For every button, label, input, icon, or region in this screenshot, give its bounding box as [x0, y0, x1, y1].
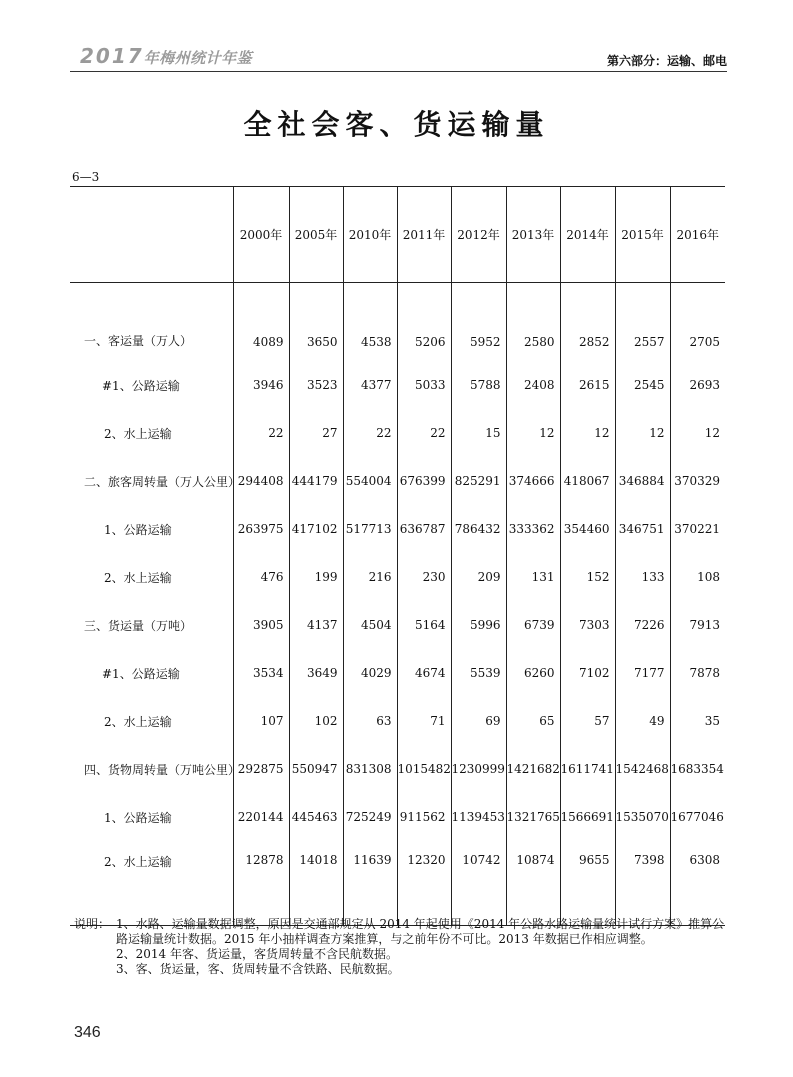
table-cell: 7303	[560, 601, 615, 649]
table-cell: 6260	[506, 649, 560, 697]
table-cell: 825291	[451, 457, 506, 505]
table-cell: 1677046	[670, 793, 725, 841]
note-item	[74, 962, 734, 977]
table-cell: 725249	[343, 793, 397, 841]
table-cell: 131	[506, 553, 560, 601]
table-cell: 517713	[343, 505, 397, 553]
table-cell: 15	[451, 409, 506, 457]
table-cell: 2408	[506, 361, 560, 409]
table-cell: 1566691	[560, 793, 615, 841]
column-header: 2014年	[560, 187, 615, 283]
table-cell: 220144	[233, 793, 289, 841]
table-cell: 3534	[233, 649, 289, 697]
yearbook-header	[80, 44, 252, 68]
header-blank-cell	[70, 187, 233, 283]
table-cell: 4377	[343, 361, 397, 409]
table-cell: 63	[343, 697, 397, 745]
table-cell: 418067	[560, 457, 615, 505]
table-cell: 476	[233, 553, 289, 601]
note-item	[74, 917, 734, 947]
table-header-row	[70, 187, 725, 283]
table-cell: 5996	[451, 601, 506, 649]
table-cell: 1535070	[615, 793, 670, 841]
note-item	[74, 947, 734, 962]
table-cell: 5539	[451, 649, 506, 697]
table-cell: 2545	[615, 361, 670, 409]
table-cell: 2557	[615, 283, 670, 362]
table-cell: 12320	[397, 841, 451, 926]
table-cell: 1139453	[451, 793, 506, 841]
table-cell: 69	[451, 697, 506, 745]
table-row	[70, 553, 725, 601]
column-header: 2015年	[615, 187, 670, 283]
table-cell: 676399	[397, 457, 451, 505]
table-cell: 133	[615, 553, 670, 601]
row-label: 2、水上运输	[70, 841, 233, 926]
table-cell: 444179	[289, 457, 343, 505]
table-cell: 7226	[615, 601, 670, 649]
transport-table	[70, 186, 725, 926]
column-header: 2013年	[506, 187, 560, 283]
table-cell: 5206	[397, 283, 451, 362]
row-label: #1、公路运输	[102, 666, 180, 681]
table-row	[70, 409, 725, 457]
note-text: 2、2014 年客、货运量，客货周转量不含民航数据。	[116, 947, 398, 961]
notes-section	[74, 917, 734, 977]
row-label: 2、水上运输	[104, 426, 172, 441]
table-cell: 7398	[615, 841, 670, 926]
notes-heading: 说明：	[74, 917, 111, 931]
table-cell: 636787	[397, 505, 451, 553]
table-cell: 9655	[560, 841, 615, 926]
table-cell: 3523	[289, 361, 343, 409]
table-cell: 2580	[506, 283, 560, 362]
table-cell: 199	[289, 553, 343, 601]
table-row	[70, 361, 725, 409]
section-header: 第六部分：运输、邮电	[606, 54, 727, 68]
table-cell: 7878	[670, 649, 725, 697]
table-cell: 4504	[343, 601, 397, 649]
row-label: 二、旅客周转量（万人公里）	[84, 474, 241, 489]
table-cell: 1542468	[615, 745, 670, 793]
table-cell: 57	[560, 697, 615, 745]
header-yearbook-title: 年梅州统计年鉴	[143, 49, 253, 67]
table-cell: 550947	[289, 745, 343, 793]
table-cell: 5033	[397, 361, 451, 409]
table-cell: 12	[615, 409, 670, 457]
column-header: 2016年	[670, 187, 725, 283]
table-row	[70, 793, 725, 841]
table-cell: 5952	[451, 283, 506, 362]
table-cell: 12	[670, 409, 725, 457]
table-cell: 346751	[615, 505, 670, 553]
table-cell: 1421682	[506, 745, 560, 793]
column-header: 2005年	[289, 187, 343, 283]
table-cell: 333362	[506, 505, 560, 553]
column-header: 2011年	[397, 187, 451, 283]
table-cell: 209	[451, 553, 506, 601]
table-cell: 4137	[289, 601, 343, 649]
transport-table-container	[70, 186, 725, 926]
table-cell: 292875	[233, 745, 289, 793]
table-cell: 445463	[289, 793, 343, 841]
row-label: 1、公路运输	[104, 522, 172, 537]
table-cell: 3649	[289, 649, 343, 697]
note-text: 1、水路、运输量数据调整，原因是交通部规定从 2014 年起使用《2014 年公路水路运输量统计试行方案》推算公路运输量统计数据。2015 年小抽样调查方案推算，与之前年份不可比。2013 年数据已作相应调整。	[116, 917, 725, 946]
table-cell: 12	[506, 409, 560, 457]
table-cell: 102	[289, 697, 343, 745]
table-row	[70, 697, 725, 745]
table-cell: 6308	[670, 841, 725, 926]
table-cell: 22	[233, 409, 289, 457]
table-cell: 4538	[343, 283, 397, 362]
table-cell: 1230999	[451, 745, 506, 793]
table-cell: 1015482	[397, 745, 451, 793]
note-text: 3、客、货运量，客、货周转量不含铁路、民航数据。	[116, 962, 400, 976]
table-cell: 27	[289, 409, 343, 457]
table-row	[70, 601, 725, 649]
table-cell: 6739	[506, 601, 560, 649]
table-cell: 3946	[233, 361, 289, 409]
table-cell: 374666	[506, 457, 560, 505]
table-cell: 354460	[560, 505, 615, 553]
table-row	[70, 745, 725, 793]
table-cell: 1683354	[670, 745, 725, 793]
table-cell: 10874	[506, 841, 560, 926]
table-row	[70, 841, 725, 926]
table-cell: 35	[670, 697, 725, 745]
table-cell: 7913	[670, 601, 725, 649]
table-cell: 22	[397, 409, 451, 457]
table-cell: 5788	[451, 361, 506, 409]
table-cell: 4674	[397, 649, 451, 697]
table-cell: 14018	[289, 841, 343, 926]
table-cell: 2693	[670, 361, 725, 409]
table-number: 6—3	[72, 170, 100, 184]
table-cell: 2705	[670, 283, 725, 362]
table-cell: 49	[615, 697, 670, 745]
table-cell: 370329	[670, 457, 725, 505]
table-cell: 786432	[451, 505, 506, 553]
table-cell: 1321765	[506, 793, 560, 841]
table-cell: 294408	[233, 457, 289, 505]
table-cell: 417102	[289, 505, 343, 553]
row-label: 2、水上运输	[104, 714, 172, 729]
table-cell: 10742	[451, 841, 506, 926]
table-row	[70, 505, 725, 553]
table-cell: 831308	[343, 745, 397, 793]
table-cell: 7102	[560, 649, 615, 697]
table-cell: 65	[506, 697, 560, 745]
column-header: 2000年	[233, 187, 289, 283]
table-cell: 4089	[233, 283, 289, 362]
table-cell: 3650	[289, 283, 343, 362]
page-title: 全社会客、货运输量	[243, 108, 550, 141]
table-cell: 108	[670, 553, 725, 601]
table-cell: 12878	[233, 841, 289, 926]
table-cell: 2852	[560, 283, 615, 362]
table-cell: 263975	[233, 505, 289, 553]
table-row	[70, 283, 725, 362]
table-cell: 11639	[343, 841, 397, 926]
column-header: 2012年	[451, 187, 506, 283]
table-cell: 5164	[397, 601, 451, 649]
column-header: 2010年	[343, 187, 397, 283]
table-cell: 370221	[670, 505, 725, 553]
table-cell: 3905	[233, 601, 289, 649]
row-label: 1、公路运输	[104, 810, 172, 825]
table-cell: 1611741	[560, 745, 615, 793]
table-cell: 71	[397, 697, 451, 745]
table-cell: 22	[343, 409, 397, 457]
table-row	[70, 649, 725, 697]
table-cell: 4029	[343, 649, 397, 697]
table-cell: 911562	[397, 793, 451, 841]
row-label: 2、水上运输	[104, 570, 172, 585]
table-cell: 216	[343, 553, 397, 601]
table-cell: 346884	[615, 457, 670, 505]
table-cell: 7177	[615, 649, 670, 697]
row-label: 一、客运量（万人）	[84, 334, 193, 348]
header-year: 2017	[80, 44, 144, 68]
table-cell: 2615	[560, 361, 615, 409]
table-row	[70, 457, 725, 505]
table-cell: 230	[397, 553, 451, 601]
header-divider	[70, 71, 727, 72]
table-cell: 554004	[343, 457, 397, 505]
table-cell: 12	[560, 409, 615, 457]
page-number: 346	[74, 1024, 101, 1041]
row-label: #1、公路运输	[102, 378, 180, 393]
table-cell: 152	[560, 553, 615, 601]
row-label: 三、货运量（万吨）	[84, 618, 193, 633]
row-label: 四、货物周转量（万吨公里）	[84, 762, 241, 777]
table-cell: 107	[233, 697, 289, 745]
